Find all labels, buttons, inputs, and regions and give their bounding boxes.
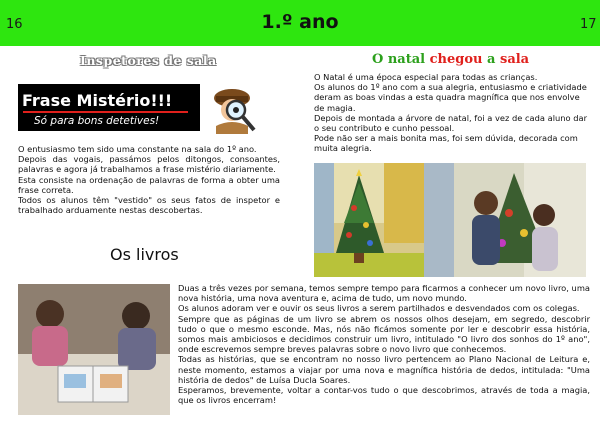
paragraph: Todos os alunos têm "vestido" os seus fatos de inspetor e trabalhado arduamente nestas descobertas. [18, 195, 280, 216]
paragraph: O Natal é uma época especial para todas as crianças. [314, 72, 538, 82]
paragraph: Depois de montada a árvore de natal, foi a vez de cada aluno dar o seu contributo e cunho pessoal. [314, 112, 587, 134]
paragraph: O entusiasmo tem sido uma constante na sala do 1º ano. [18, 144, 257, 154]
paragraph: Duas a três vezes por semana, temos sempre tempo para ficarmos a conhecer um novo livro, uma nova história, uma nova aventura e, acima de tudo, um novo mundo. [178, 283, 590, 304]
banner-title: Frase Mistério!!! [22, 91, 173, 110]
title-word: chegou [429, 52, 483, 67]
paragraph: Os alunos do 1º ano com a sua alegria, entusiasmo e criatividade deram as boas vindas a esta quadra magnífica que nos envolve de magia. [314, 82, 587, 113]
paragraph: Depois das vogais, passámos pelos ditongos, consoantes, palavras e agora já trabalhamos a frase mistério diariamente. [18, 154, 280, 175]
section-title-livros: Os livros [110, 245, 179, 264]
section-title-natal [372, 52, 529, 67]
header-bar [0, 0, 600, 46]
page-number-right: 17 [580, 17, 597, 32]
paragraph: Pode não ser a mais bonita mas, foi sem dúvida, decorada com muita alegria. [314, 133, 578, 154]
section-title-inspetores: Inspetores de sala [80, 53, 217, 68]
banner-underline [23, 111, 188, 113]
title-word: a [487, 52, 496, 67]
frase-misterio-banner [18, 84, 200, 131]
natal-text [314, 72, 590, 154]
paragraph: Sempre que as páginas de um livro se abrem os nossos olhos desejam, em segredo, descobrir tudo o que o mesmo esconde. Mas, nós não ficámos somente por ler e descobrir essa história, somos mais ambiciosos e decidimos construir um livro, intitulado "O livro dos sonhos do 1º ano", onde escrevemos sempre breves palavras sobre o novo livro que conhecemos. [178, 313, 590, 355]
banner-subtitle: Só para bons detetives! [34, 115, 160, 127]
paragraph: Esperamos, brevemente, voltar a contar-vos tudo o que descobrimos, através de toda a magia, que os livros encerram! [178, 385, 590, 406]
children-reading-photo [18, 284, 170, 415]
children-decorating-photo [424, 163, 586, 277]
title-word: natal [387, 52, 426, 67]
paragraph: Todas as histórias, que se encontram no nosso livro pertencem ao Plano Nacional de Leitura e, neste momento, estamos a viajar por uma nova e magnífica história de dedos, intitulada: "Uma história de dedos" de Luísa Ducla Soares. [178, 354, 590, 385]
detective-icon [202, 84, 264, 134]
title-word: sala [500, 52, 530, 67]
paragraph: Os alunos adoram ver e ouvir os seus livros a serem partilhados e desvendados com os colegas. [178, 303, 580, 314]
page-number-left: 16 [6, 17, 23, 32]
title-word: O [372, 52, 384, 67]
page-title: 1.º ano [261, 11, 339, 33]
inspetores-text [18, 144, 280, 215]
livros-text [178, 283, 590, 405]
christmas-tree-photo [314, 163, 424, 277]
paragraph: Esta consiste na ordenação de palavras de forma a obter uma frase correta. [18, 174, 280, 195]
